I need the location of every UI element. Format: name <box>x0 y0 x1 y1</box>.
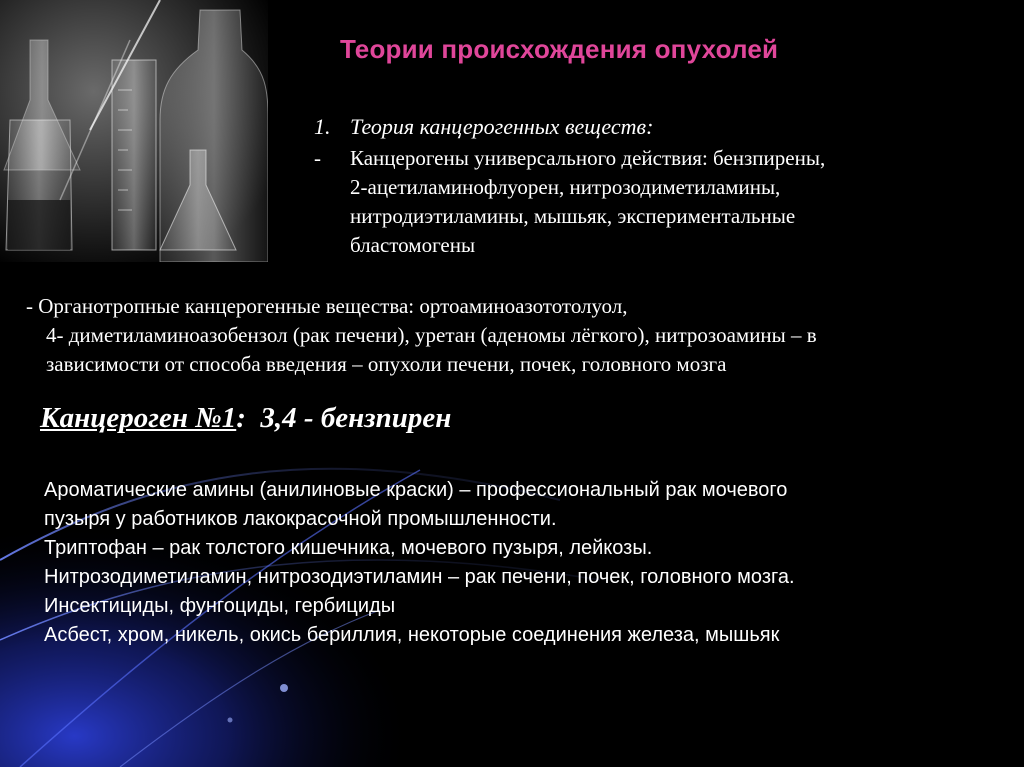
organotropic-line: - Органотропные канцерогенные вещества: ортоаминоазототолуол, <box>26 294 628 318</box>
slide-title: Теории происхождения опухолей <box>340 34 779 64</box>
list-item: Асбест, хром, никель, окись бериллия, некоторые соединения железа, мышьяк <box>44 624 780 646</box>
bullet-line: бластомогены <box>350 233 476 257</box>
list-item: Триптофан – рак толстого кишечника, мочевого пузыря, лейкозы. <box>44 537 653 559</box>
carcinogen-value: 3,4 - бензпирен <box>245 402 452 434</box>
lab-glassware-image <box>0 0 268 262</box>
carcinogen-heading <box>40 402 451 435</box>
organotropic-paragraph <box>26 292 1006 379</box>
list-item: Нитрозодиметиламин, нитрозодиэтиламин – рак печени, почек, головного мозга. <box>44 566 795 588</box>
list-item: пузыря у работников лакокрасочной промышленности. <box>44 508 557 530</box>
bullet-line: Канцерогены универсального действия: бензпирены, <box>350 146 826 170</box>
bullet-line: нитродиэтиламины, мышьяк, экспериментальные <box>350 204 796 228</box>
carcinogen-colon: : <box>236 402 246 434</box>
carcinogen-list <box>44 476 1014 650</box>
organotropic-line: зависимости от способа введения – опухоли печени, почек, головного мозга <box>46 352 727 376</box>
theory-label: Теория канцерогенных веществ: <box>350 114 654 139</box>
list-item: Ароматические амины (анилиновые краски) – профессиональный рак мочевого <box>44 479 788 501</box>
organotropic-line: 4- диметиламиноазобензол (рак печени), уретан (аденомы лёгкого), нитрозоамины – в <box>46 323 817 347</box>
theory-number: 1. <box>314 114 331 139</box>
bullet-dash: - <box>314 146 321 170</box>
theory-heading <box>314 112 653 141</box>
list-item: Инсектициды, фунгоциды, гербициды <box>44 595 396 617</box>
carcinogen-label: Канцероген №1 <box>40 402 237 434</box>
bullet-line: 2-ацетиламинофлуорен, нитрозодиметиламины, <box>350 175 781 199</box>
